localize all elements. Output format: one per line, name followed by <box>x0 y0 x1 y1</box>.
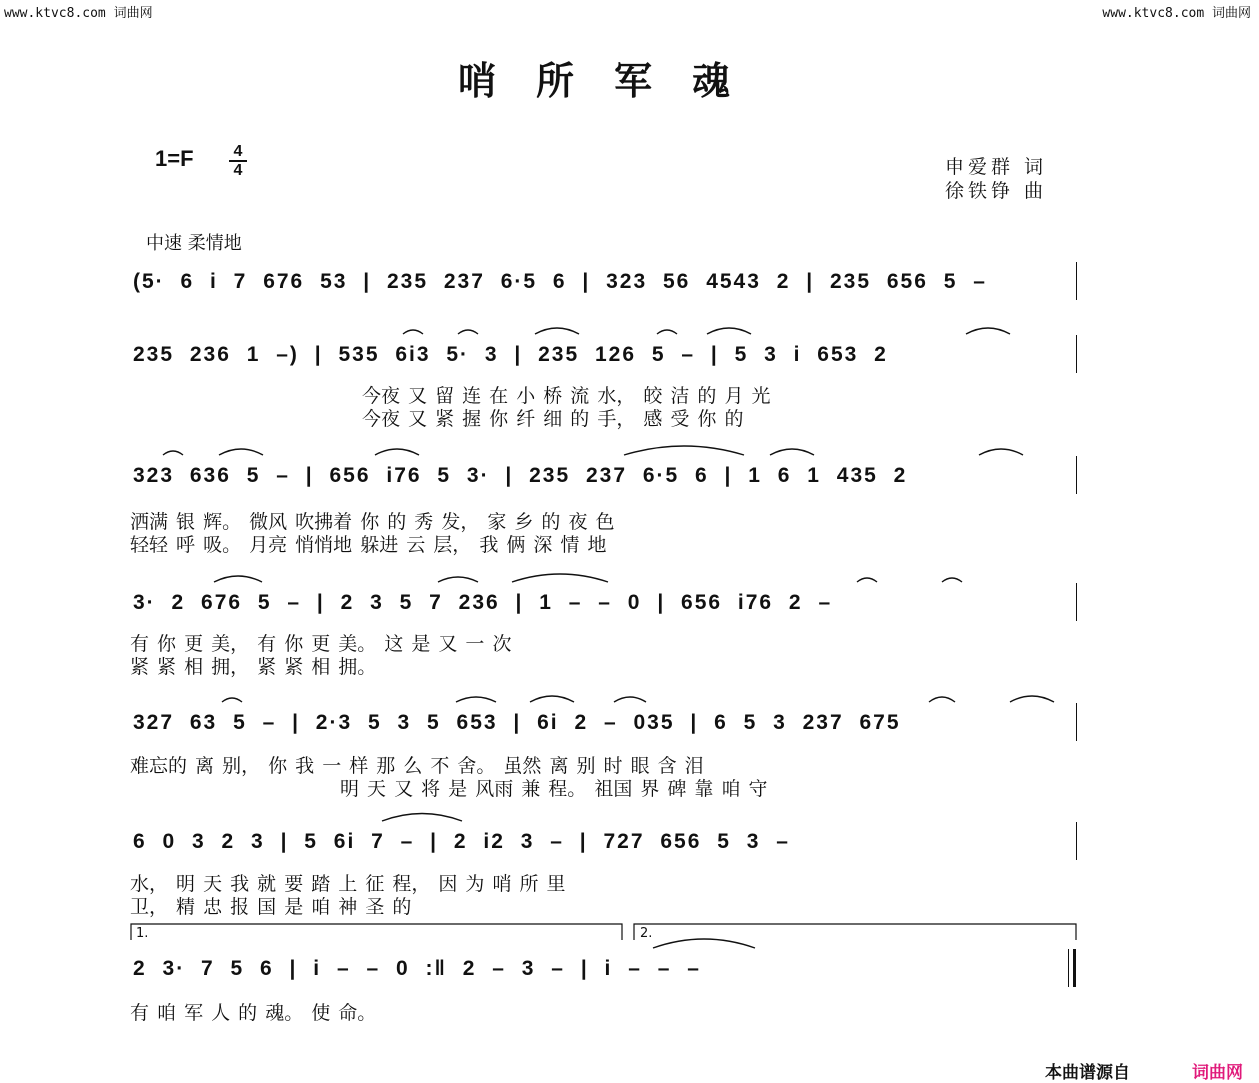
site-watermark-right: www.ktvc8.com 词曲网 <box>1102 6 1251 21</box>
score-line-4-lyric-2: 紧 紧 相 拥， 紧 紧 相 拥。 <box>130 656 377 678</box>
score-line-4-notes: 3· 2 676 5 – | 2 3 5 7 236 | 1 – – 0 | 656 i76 2 – <box>133 591 833 614</box>
score-line-2-notes: 235 236 1 –) | 535 6i3 5· 3 | 235 126 5 – | 5 3 i 653 2 <box>133 343 888 366</box>
score-line-2-lyric-1: 今夜 又 留 连 在 小 桥 流 水， 皎 洁 的 月 光 <box>362 385 771 407</box>
score-line-5-lyric-1: 难忘的 离 别， 你 我 一 样 那 么 不 舍。 虽然 离 别 时 眼 含 泪 <box>130 755 704 777</box>
score-line-6-lyric-2: 卫， 精 忠 报 国 是 咱 神 圣 的 <box>130 896 412 918</box>
time-bottom: 4 <box>233 162 243 179</box>
volta-1-bracket <box>131 924 622 940</box>
brand-logo-text[interactable]: 词曲网 <box>1192 1063 1243 1083</box>
score-line-4-lyric-1: 有 你 更 美， 有 你 更 美。 这 是 又 一 次 <box>130 633 512 655</box>
score-line-6-notes: 6 0 3 2 3 | 5 6i 7 – | 2 i2 3 – | 727 656 5 3 – <box>133 830 790 853</box>
score-line-3-notes: 323 636 5 – | 656 i76 5 3· | 235 237 6·5 6 | 1 6 1 435 2 <box>133 464 908 487</box>
volta-2-bracket <box>634 924 1076 940</box>
score-line-5-notes: 327 63 5 – | 2·3 5 3 5 653 | 6i 2 – 035 | 6 5 3 237 675 <box>133 711 901 734</box>
slur-marks <box>163 328 1054 948</box>
time-top: 4 <box>233 143 243 160</box>
score-line-7-lyric-1: 有 咱 军 人 的 魂。 使 命。 <box>130 1002 377 1024</box>
score-line-3-lyric-2: 轻轻 呼 吸。 月亮 悄悄地 躲进 云 层， 我 俩 深 情 地 <box>130 534 607 556</box>
volta-1-label: 1. <box>136 926 149 941</box>
source-label: 本曲谱源自 <box>1045 1063 1130 1083</box>
song-title: 哨所军魂 <box>458 59 771 103</box>
volta-2-label: 2. <box>640 926 653 941</box>
composer-credit: 徐铁铮 曲 <box>945 180 1048 202</box>
score-line-3-lyric-1: 洒满 银 辉。 微风 吹拂着 你 的 秀 发， 家 乡 的 夜 色 <box>130 511 615 533</box>
site-watermark-left: www.ktvc8.com 词曲网 <box>4 6 153 21</box>
score-line-1-notes: (5· 6 i 7 676 53 | 235 237 6·5 6 | 323 56 4543 2 | 235 656 5 – <box>133 270 987 293</box>
score-line-6-lyric-1: 水， 明 天 我 就 要 踏 上 征 程， 因 为 哨 所 里 <box>130 873 566 895</box>
key-signature: 1=F <box>155 146 194 171</box>
tempo-marking: 中速 柔情地 <box>146 233 242 254</box>
score-line-2-lyric-2: 今夜 又 紧 握 你 纤 细 的 手， 感 受 你 的 <box>362 408 744 430</box>
score-line-7-notes: 2 3· 7 5 6 | i – – 0 :‖ 2 – 3 – | i – – – <box>133 957 701 980</box>
lyricist-credit: 申爱群 词 <box>945 156 1048 178</box>
score-line-5-lyric-2: 明 天 又 将 是 风雨 兼 程。 祖国 界 碑 靠 咱 守 <box>340 778 768 800</box>
